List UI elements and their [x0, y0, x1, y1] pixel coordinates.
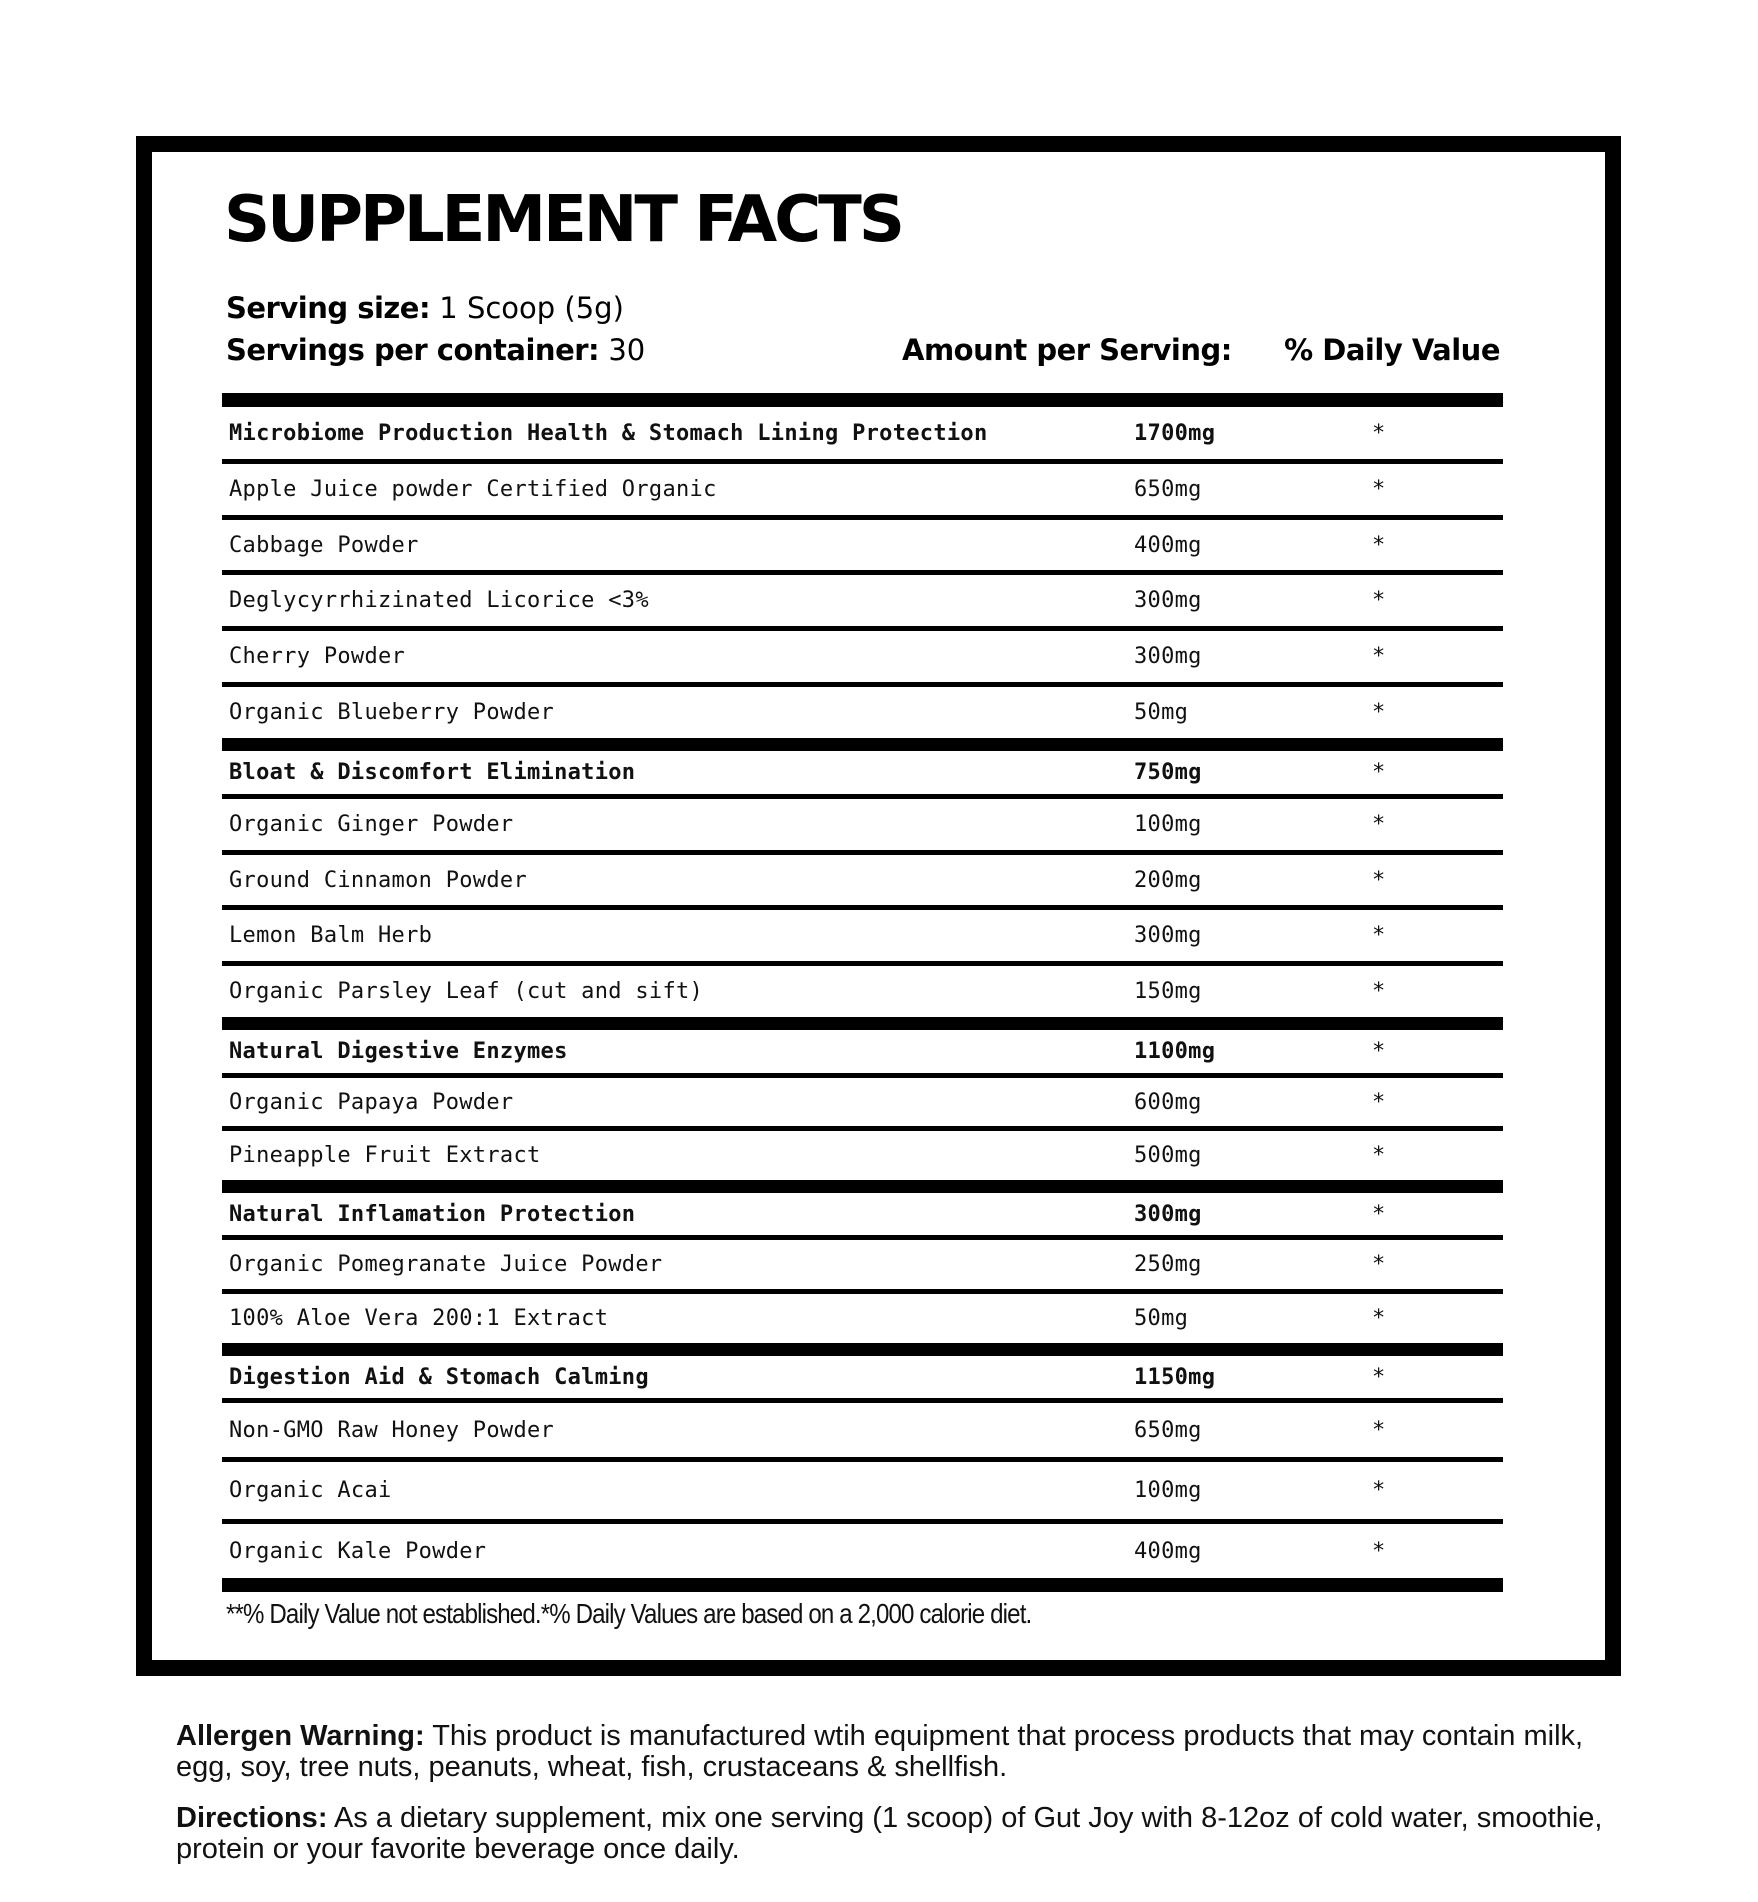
- ingredient-name: Organic Acai: [229, 1478, 392, 1503]
- table-row: [222, 1131, 1503, 1180]
- ingredient-amount: 150mg: [1134, 979, 1202, 1004]
- daily-value: *: [1372, 644, 1386, 669]
- ingredient-amount: 50mg: [1134, 1306, 1189, 1331]
- page-title: SUPPLEMENT FACTS: [224, 183, 902, 257]
- daily-value: *: [1372, 532, 1386, 558]
- daily-value: *: [1372, 1252, 1386, 1277]
- table-rule: [222, 1017, 1503, 1030]
- ingredient-name: Natural Inflamation Protection: [229, 1201, 636, 1227]
- table-row: [222, 687, 1503, 738]
- ingredient-amount: 1150mg: [1134, 1364, 1216, 1390]
- ingredient-amount: 750mg: [1134, 760, 1202, 785]
- ingredient-name: Microbiome Production Health & Stomach Lining Protection: [229, 420, 988, 446]
- table-row: [222, 631, 1503, 682]
- serving-size-value: 1 Scoop (5g): [439, 291, 624, 325]
- ingredient-name: Ground Cinnamon Powder: [229, 867, 527, 893]
- table-rule: [222, 1578, 1503, 1592]
- daily-value: *: [1372, 1143, 1386, 1168]
- daily-value: *: [1372, 477, 1386, 502]
- directions-label: Directions:: [176, 1802, 328, 1834]
- table-row: [222, 1524, 1503, 1578]
- daily-value: *: [1372, 420, 1386, 446]
- table-rule: [222, 1343, 1503, 1356]
- amount-per-serving-header: Amount per Serving:: [902, 333, 1232, 367]
- daily-value: *: [1372, 1538, 1386, 1564]
- table-row: [222, 1078, 1503, 1126]
- daily-value: *: [1372, 1201, 1386, 1227]
- ingredient-amount: 300mg: [1134, 923, 1202, 948]
- ingredient-amount: 1700mg: [1134, 420, 1216, 446]
- daily-value: *: [1372, 1364, 1386, 1390]
- table-row: [222, 1403, 1503, 1457]
- ingredient-name: Pineapple Fruit Extract: [229, 1143, 541, 1168]
- servings-per-container: [226, 333, 646, 367]
- ingredient-name: Organic Pomegranate Juice Powder: [229, 1252, 663, 1277]
- daily-value: *: [1372, 812, 1386, 837]
- ingredient-amount: 1100mg: [1134, 1039, 1216, 1064]
- table-group-row: [222, 1030, 1503, 1073]
- ingredient-amount: 400mg: [1134, 532, 1202, 558]
- ingredient-name: Cabbage Powder: [229, 532, 419, 558]
- table-row: [222, 575, 1503, 626]
- daily-value: *: [1372, 760, 1386, 785]
- table-row: [222, 1462, 1503, 1519]
- ingredient-name: Bloat & Discomfort Elimination: [229, 760, 636, 785]
- ingredient-amount: 400mg: [1134, 1538, 1202, 1564]
- table-group-row: [222, 1356, 1503, 1398]
- allergen-warning-text: This product is manufactured wtih equipment that process products that may contain milk, egg, soy, tree nuts, peanuts, wheat, fish, crustaceans & shellfish.: [176, 1720, 1584, 1783]
- ingredient-name: Cherry Powder: [229, 644, 406, 669]
- daily-value: *: [1372, 1089, 1386, 1115]
- servings-per-container-label: Servings per container:: [226, 333, 600, 367]
- table-rule: [222, 1180, 1503, 1193]
- table-row: [222, 520, 1503, 570]
- ingredient-amount: 100mg: [1134, 812, 1202, 837]
- ingredient-name: Organic Parsley Leaf (cut and sift): [229, 979, 704, 1004]
- daily-value: *: [1372, 1478, 1386, 1503]
- table-row: [222, 855, 1503, 905]
- ingredient-name: Digestion Aid & Stomach Calming: [229, 1364, 649, 1390]
- daily-value: *: [1372, 1417, 1386, 1443]
- ingredient-amount: 650mg: [1134, 1417, 1202, 1443]
- ingredient-amount: 100mg: [1134, 1478, 1202, 1503]
- table-rule: [222, 738, 1503, 751]
- table-row: [222, 464, 1503, 515]
- table-group-row: [222, 407, 1503, 459]
- ingredient-amount: 200mg: [1134, 867, 1202, 893]
- daily-value: *: [1372, 700, 1386, 725]
- table-row: [222, 1294, 1503, 1343]
- ingredient-amount: 300mg: [1134, 588, 1202, 613]
- ingredient-name: 100% Aloe Vera 200:1 Extract: [229, 1306, 609, 1331]
- table-row: [222, 799, 1503, 850]
- directions-text: As a dietary supplement, mix one serving (1 scoop) of Gut Joy with 8-12oz of cold water, smoothie, protein or your favorite beverage once daily.: [176, 1802, 1603, 1865]
- daily-value: *: [1372, 1306, 1386, 1331]
- servings-per-container-value: 30: [608, 333, 646, 367]
- daily-value: *: [1372, 1039, 1386, 1064]
- ingredient-name: Organic Blueberry Powder: [229, 700, 555, 725]
- ingredient-amount: 250mg: [1134, 1252, 1202, 1277]
- ingredient-amount: 600mg: [1134, 1089, 1202, 1115]
- ingredient-name: Organic Papaya Powder: [229, 1089, 514, 1115]
- ingredient-amount: 500mg: [1134, 1143, 1202, 1168]
- ingredient-name: Apple Juice powder Certified Organic: [229, 477, 717, 502]
- footnote: **% Daily Value not established.*% Daily Values are based on a 2,000 calorie diet.: [226, 1598, 1032, 1629]
- allergen-warning-label: Allergen Warning:: [176, 1720, 425, 1752]
- ingredient-amount: 300mg: [1134, 644, 1202, 669]
- ingredient-name: Natural Digestive Enzymes: [229, 1039, 568, 1064]
- ingredient-name: Non-GMO Raw Honey Powder: [229, 1417, 555, 1443]
- table-rule: [222, 393, 1503, 407]
- table-row: [222, 1240, 1503, 1289]
- allergen-warning: [176, 1721, 1616, 1783]
- serving-size-label: Serving size:: [226, 291, 431, 325]
- daily-value: *: [1372, 588, 1386, 613]
- daily-value-header: % Daily Value: [1284, 333, 1500, 367]
- ingredient-name: Organic Kale Powder: [229, 1538, 487, 1564]
- table-group-row: [222, 1193, 1503, 1235]
- directions: [176, 1803, 1616, 1865]
- ingredient-amount: 300mg: [1134, 1201, 1202, 1227]
- ingredient-amount: 650mg: [1134, 477, 1202, 502]
- ingredient-name: Deglycyrrhizinated Licorice <3%: [229, 588, 649, 613]
- ingredient-name: Organic Ginger Powder: [229, 812, 514, 837]
- daily-value: *: [1372, 979, 1386, 1004]
- serving-size: [226, 291, 624, 325]
- table-row: [222, 910, 1503, 961]
- daily-value: *: [1372, 867, 1386, 893]
- table-group-row: [222, 751, 1503, 794]
- daily-value: *: [1372, 923, 1386, 948]
- table-row: [222, 966, 1503, 1017]
- ingredient-name: Lemon Balm Herb: [229, 923, 433, 948]
- ingredient-amount: 50mg: [1134, 700, 1189, 725]
